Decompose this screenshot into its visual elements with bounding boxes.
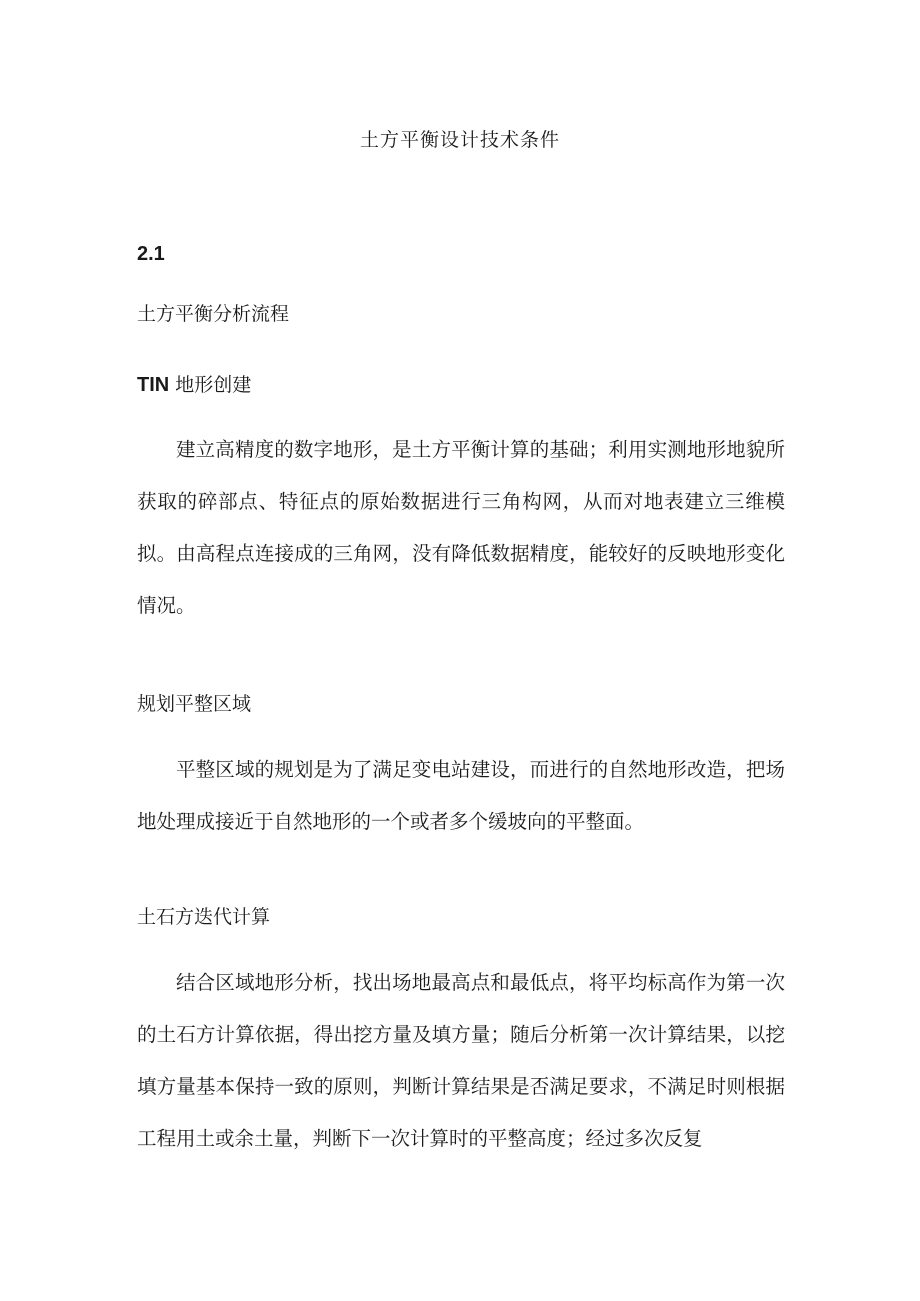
- heading-prefix-tin: TIN: [137, 374, 170, 396]
- section-number: 2.1: [137, 243, 165, 265]
- paragraph-calculation: 结合区域地形分析，找出场地最高点和最低点，将平均标高作为第一次的土石方计算依据，得出挖方量及填方量；随后分析第一次计算结果，以挖填方量基本保持一致的原则，判断计算结果是否满足要求，不满足时则根据工程用土或余土量，判断下一次计算时的平整高度；经过多次反复: [137, 971, 785, 1150]
- paragraph-planning: 平整区域的规划是为了满足变电站建设，而进行的自然地形改造，把场地处理成接近于自然地形的一个或者多个缓坡向的平整面。: [137, 758, 785, 833]
- section-heading: 土方平衡分析流程: [137, 303, 290, 325]
- document-title: 土方平衡设计技术条件: [359, 129, 560, 151]
- subsection-heading-planning: 规划平整区域: [137, 693, 252, 715]
- subsection-heading-tin: [137, 371, 251, 399]
- paragraph-tin-terrain: 建立高精度的数字地形，是土方平衡计算的基础；利用实测地形地貌所获取的碎部点、特征点的原始数据进行三角构网，从而对地表建立三维模拟。由高程点连接成的三角网，没有降低数据精度，能较好的反映地形变化情况。: [137, 438, 785, 617]
- subsection-heading-calculation: 土石方迭代计算: [137, 906, 271, 928]
- heading-text-tin: 地形创建: [169, 374, 252, 396]
